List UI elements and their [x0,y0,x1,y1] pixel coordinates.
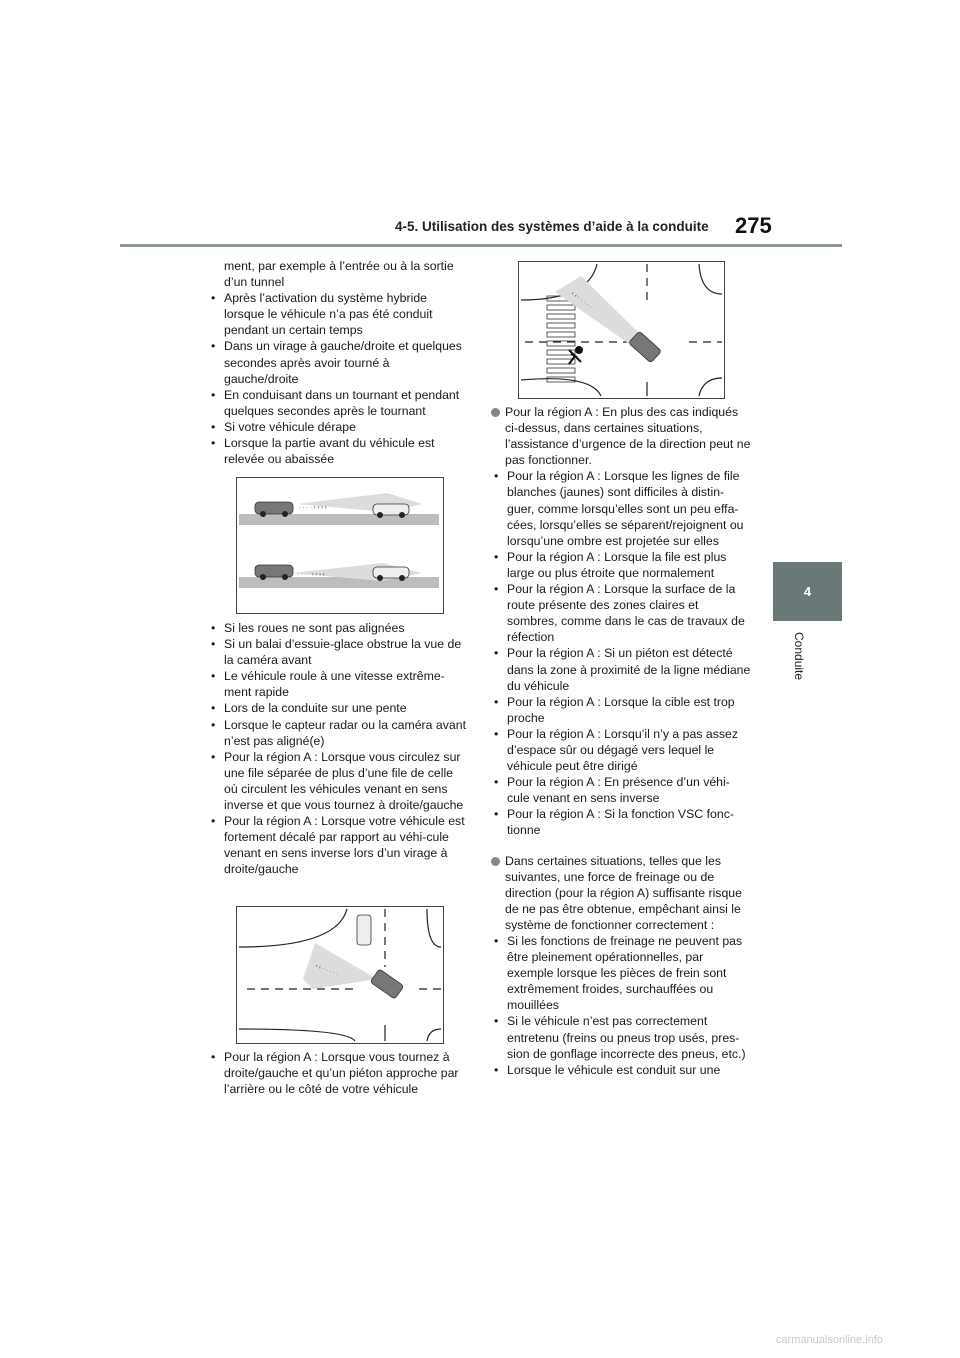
list-item: • Si le véhicule n’est pas correctement entretenu (freins ou pneus trop usés, pres-sion de gonflage incorrecte des pneus, etc.) [491,1013,751,1061]
page-number: 275 [735,213,772,238]
footer-watermark: carmanualsonline.info [776,1334,884,1346]
list-item: • Si les fonctions de freinage ne peuvent pas être pleinement opérationnelles, par exemple lorsque les pièces de frein sont extrêmement froides, surchauffées ou mouillées [491,933,751,1013]
continuation-text: ment, par exemple à l’entrée ou à la sortie d’un tunnel [224,259,454,290]
list-item: • Si un balai d’essuie-glace obstrue la vue de la caméra avant [208,636,466,668]
svg-text:· · · · › › › ›: · · · · › › › › [299,505,327,511]
list-item: • Le véhicule roule à une vitesse extrême-ment rapide [208,668,466,700]
bullet-point-dot: Pour la région A : En plus des cas indiqués ci-dessus, dans certaines situations, l’assistance d’urgence de la direction peut ne pas fonctionner. [491,404,751,468]
chapter-label: Conduite [792,632,806,681]
list-item: • Si votre véhicule dérape [208,419,466,435]
list-item: • Pour la région A : Si un piéton est détecté dans la zone à proximité de la ligne médiane du véhicule [491,645,751,693]
figure-radar-misalignment [236,477,444,614]
list-item: • Pour la région A : En présence d’un véhi-cule venant en sens inverse [491,774,751,806]
list-item: • Dans un virage à gauche/droite et quelques secondes après avoir tourné à gauche/droite [208,338,466,386]
list-item: • Après l’activation du système hybride lorsque le véhicule n’a pas été conduit pendant un certain temps [208,290,466,338]
figure-crosswalk-pedestrian [518,261,725,399]
figure-intersection-turn [236,906,444,1044]
list-item: • Pour la région A : Lorsqu’il n’y a pas assez d’espace sûr ou dégagé vers lequel le véhicule peut être dirigé [491,726,751,774]
svg-text:· · · · › › › ›: · · · · › › › › [297,572,325,578]
list-item: • Lors de la conduite sur une pente [208,700,466,716]
list-item: • En conduisant dans un tournant et pendant quelques secondes après le tournant [208,387,466,419]
list-item: • Pour la région A : Lorsque la cible est trop proche [491,694,751,726]
header-rule [120,244,842,247]
figure-radar-misalignment-svg [237,478,443,613]
right-column [491,404,751,1078]
list-item: • Pour la région A : Lorsque la surface de la route présente des zones claires et sombres, comme dans le cas de travaux de réfection [491,581,751,645]
bullet-point-dot: Dans certaines situations, telles que les suivantes, une force de freinage ou de direction (pour la région A) suffisante risque de ne pas être obtenue, empêchant ainsi le système de fonctionner correctement : [491,853,751,933]
svg-text:‹ ‹ · · · · ·: ‹ ‹ · · · · · [569,290,593,311]
list-item: • Pour la région A : Lorsque vous circulez sur une file séparée de plus d’une file de celle où circulent les véhicules venant en sens inverse et que vous tournez à droite/gauche [208,749,466,813]
list-item: • Pour la région A : Lorsque la file est plus large ou plus étroite que normalement [491,549,751,581]
list-item: • Pour la région A : Lorsque vous tournez à droite/gauche et qu’un piéton approche par l’arrière ou le côté de votre véhicule [208,1049,466,1097]
list-item: • Pour la région A : Lorsque les lignes de file blanches (jaunes) sont difficiles à distin-guer, comme lorsqu’elles sont un peu effa-cées, lorsqu’elles se séparent/rejoignent ou lorsqu’une ombre est projetée sur elles [491,468,751,548]
list-item: • Lorsque le capteur radar ou la caméra avant n’est pas aligné(e) [208,717,466,749]
section-title: 4-5. Utilisation des systèmes d’aide à la conduite [395,219,709,234]
list-item: • Si les roues ne sont pas alignées [208,620,466,636]
svg-text:‹ ‹ · · · · ·: ‹ ‹ · · · · · [314,963,339,978]
chapter-tab[interactable] [773,562,842,621]
list-item: • Pour la région A : Lorsque votre véhicule est fortement décalé par rapport au véhi-cule venant en sens inverse lors d’un virage à droite/gauche [208,813,466,877]
figure-crosswalk-pedestrian-svg [519,262,724,398]
chapter-number: 4 [803,584,812,599]
list-item: • Pour la région A : Si la fonction VSC fonc-tionne [491,806,751,838]
figure-intersection-turn-svg [237,907,443,1043]
left-column-middle [208,620,466,878]
list-item: • Lorsque la partie avant du véhicule est relevée ou abaissée [208,435,466,467]
left-column-top [208,258,466,467]
list-item: • Lorsque le véhicule est conduit sur une [491,1062,751,1078]
spacer [491,839,751,853]
left-column-bottom [208,1049,466,1097]
